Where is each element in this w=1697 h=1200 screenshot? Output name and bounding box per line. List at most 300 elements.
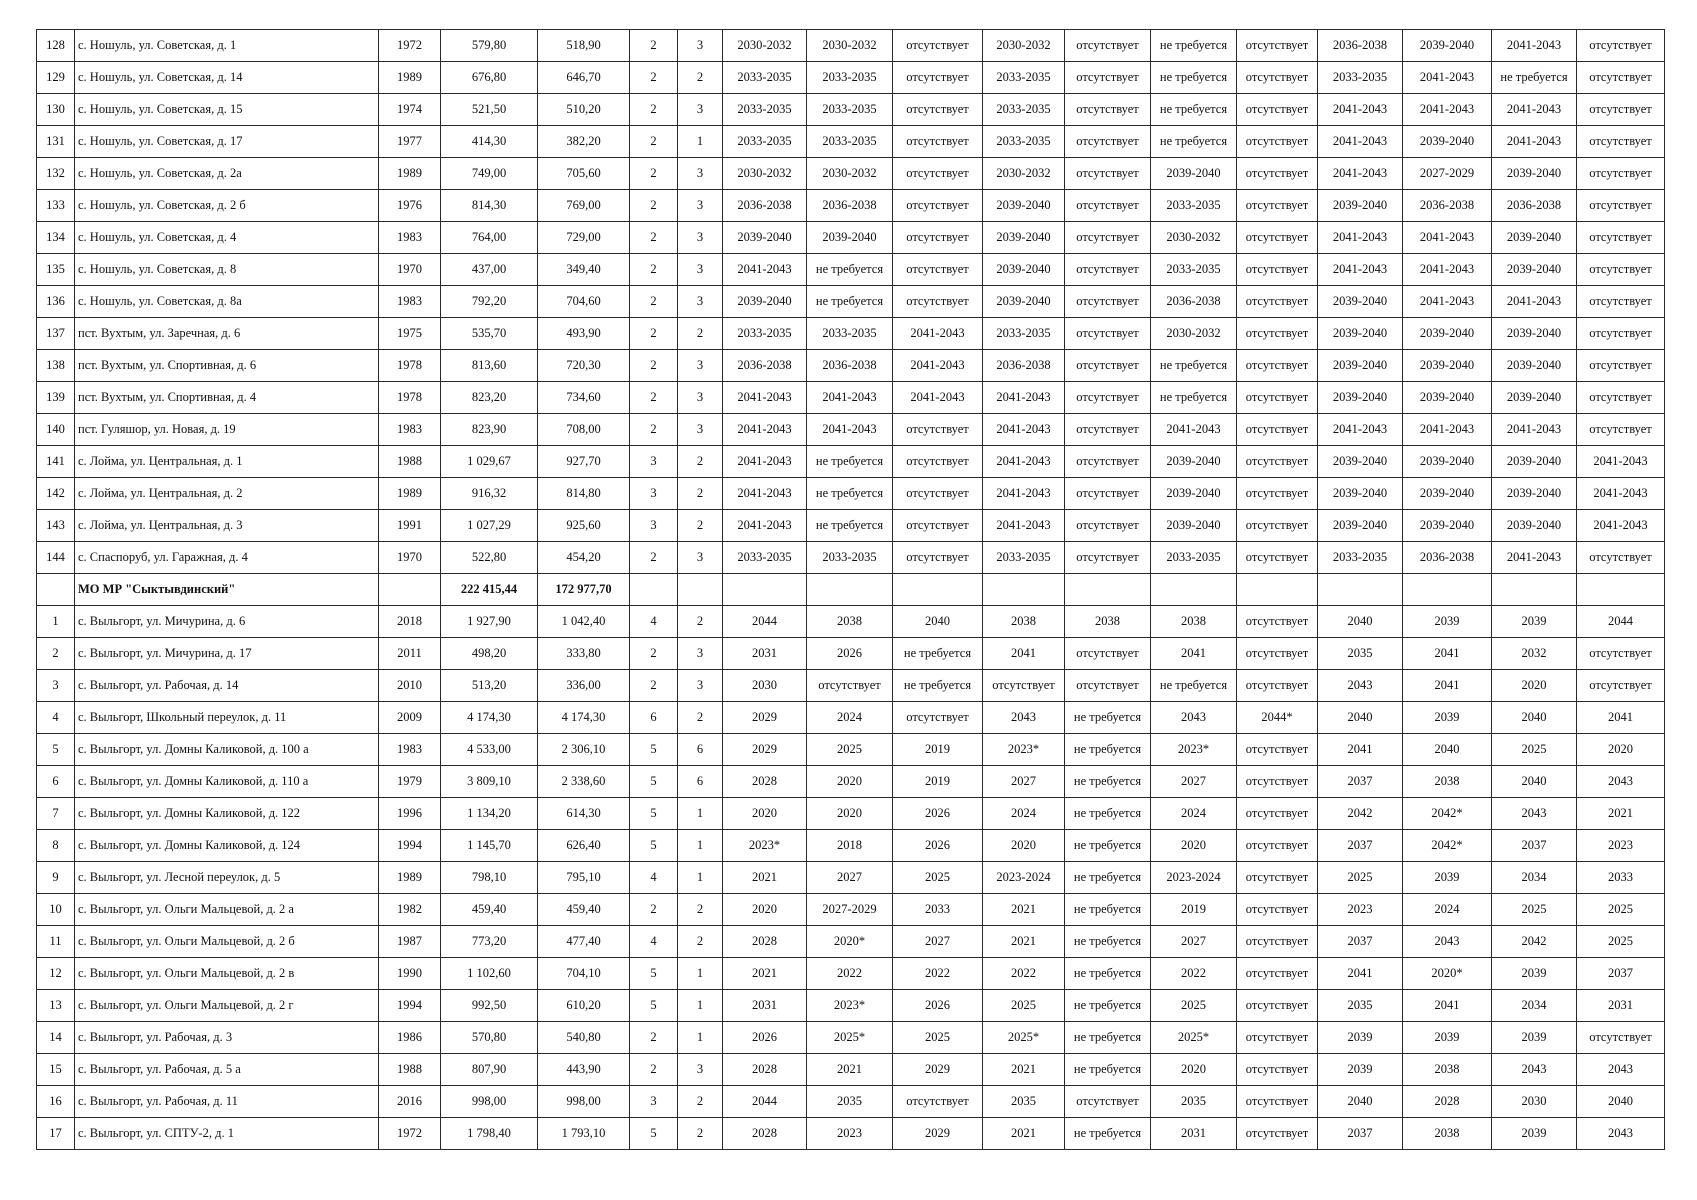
table-row (37, 222, 1665, 254)
table-cell: 1986 (379, 1022, 441, 1054)
table-cell: 2039-2040 (1492, 350, 1577, 382)
table-cell: 6 (678, 734, 723, 766)
table-cell: 2033 (1577, 862, 1665, 894)
table-cell: 2038 (1403, 766, 1492, 798)
table-cell: 2023* (983, 734, 1065, 766)
table-cell: 2038 (807, 606, 893, 638)
row-number-cell: 142 (37, 478, 75, 510)
table-row (37, 30, 1665, 62)
table-cell: 5 (630, 990, 678, 1022)
table-cell: 2038 (1151, 606, 1237, 638)
table-cell: 2033-2035 (807, 126, 893, 158)
table-cell: 2039-2040 (1492, 254, 1577, 286)
table-row (37, 862, 1665, 894)
table-cell: 2041 (1318, 734, 1403, 766)
table-cell: 2037 (1492, 830, 1577, 862)
table-cell: 570,80 (441, 1022, 538, 1054)
table-cell: отсутствует (1237, 670, 1318, 702)
table-cell: отсутствует (893, 254, 983, 286)
table-cell: 823,90 (441, 414, 538, 446)
table-cell: 2029 (723, 734, 807, 766)
table-cell: не требуется (1065, 990, 1151, 1022)
address-cell: МО МР "Сыктывдинский" (75, 574, 379, 606)
table-cell: 2039-2040 (1403, 382, 1492, 414)
table-cell: отсутствует (893, 222, 983, 254)
table-cell: 4 174,30 (538, 702, 630, 734)
table-cell: 2039-2040 (1403, 318, 1492, 350)
row-number-cell: 9 (37, 862, 75, 894)
row-number-cell: 1 (37, 606, 75, 638)
table-row (37, 94, 1665, 126)
table-cell: 2041-2043 (893, 318, 983, 350)
table-cell: 2020 (723, 894, 807, 926)
table-cell: 2018 (379, 606, 441, 638)
row-number-cell: 133 (37, 190, 75, 222)
table-cell: 493,90 (538, 318, 630, 350)
table-cell: 2 (630, 638, 678, 670)
table-cell: отсутствует (1237, 766, 1318, 798)
table-cell: 1991 (379, 510, 441, 542)
table-cell: 2033-2035 (1151, 542, 1237, 574)
table-cell: 2039-2040 (1492, 478, 1577, 510)
table-cell: 2016 (379, 1086, 441, 1118)
address-cell: с. Спаспоруб, ул. Гаражная, д. 4 (75, 542, 379, 574)
table-cell: 2039-2040 (1403, 446, 1492, 478)
table-cell: 2043 (1403, 926, 1492, 958)
table-cell: отсутствует (1065, 478, 1151, 510)
row-number-cell: 4 (37, 702, 75, 734)
table-cell: не требуется (1151, 670, 1237, 702)
row-number-cell: 136 (37, 286, 75, 318)
table-cell: 1978 (379, 350, 441, 382)
table-cell: 2042* (1403, 798, 1492, 830)
row-number-cell: 3 (37, 670, 75, 702)
table-cell: отсутствует (1065, 30, 1151, 62)
table-cell: 2033-2035 (807, 94, 893, 126)
table-cell: 4 (630, 862, 678, 894)
table-cell: 2041-2043 (1492, 542, 1577, 574)
table-cell: 1 (678, 862, 723, 894)
address-cell: с. Выльгорт, ул. СПТУ-2, д. 1 (75, 1118, 379, 1150)
address-cell: с. Выльгорт, ул. Мичурина, д. 6 (75, 606, 379, 638)
table-cell: 2026 (893, 798, 983, 830)
table-body (37, 30, 1665, 1150)
table-cell: 2033-2035 (983, 542, 1065, 574)
table-cell: отсутствует (1065, 382, 1151, 414)
table-cell: отсутствует (1237, 254, 1318, 286)
table-cell: 3 (678, 1054, 723, 1086)
table-cell: 2041-2043 (723, 414, 807, 446)
table-cell: 3 (678, 382, 723, 414)
table-cell: 704,10 (538, 958, 630, 990)
table-cell: 2039-2040 (1403, 126, 1492, 158)
table-cell: отсутствует (1237, 190, 1318, 222)
address-cell: с. Ношуль, ул. Советская, д. 1 (75, 30, 379, 62)
table-cell: 2025 (1577, 926, 1665, 958)
table-cell: 2041-2043 (893, 350, 983, 382)
table-cell (807, 574, 893, 606)
table-row (37, 638, 1665, 670)
table-cell: 2 (630, 286, 678, 318)
table-cell: 2028 (723, 1054, 807, 1086)
row-number-cell: 143 (37, 510, 75, 542)
table-cell: 1975 (379, 318, 441, 350)
table-cell: 2022 (807, 958, 893, 990)
table-cell: 1989 (379, 158, 441, 190)
table-cell: 3 (678, 350, 723, 382)
table-cell: не требуется (1065, 926, 1151, 958)
table-cell: 2023-2024 (1151, 862, 1237, 894)
table-cell: отсутствует (1065, 446, 1151, 478)
table-cell: отсутствует (893, 446, 983, 478)
table-cell: 2 (678, 926, 723, 958)
table-cell: 2024 (807, 702, 893, 734)
table-cell: 2039-2040 (1151, 478, 1237, 510)
table-cell: 2033-2035 (1318, 542, 1403, 574)
table-cell: 3 (678, 286, 723, 318)
table-cell: 792,20 (441, 286, 538, 318)
table-cell: 2042* (1403, 830, 1492, 862)
table-cell: 2024 (983, 798, 1065, 830)
table-cell: 2027-2029 (1403, 158, 1492, 190)
table-cell: 2027 (807, 862, 893, 894)
table-cell: 2043 (1151, 702, 1237, 734)
table-cell: 3 (678, 94, 723, 126)
table-cell: 2044* (1237, 702, 1318, 734)
table-cell: 2039-2040 (1151, 158, 1237, 190)
row-number-cell: 138 (37, 350, 75, 382)
table-cell: отсутствует (1577, 670, 1665, 702)
table-cell: отсутствует (1237, 30, 1318, 62)
table-cell: 2039-2040 (723, 222, 807, 254)
table-cell: 2028 (723, 1118, 807, 1150)
row-number-cell: 130 (37, 94, 75, 126)
table-cell: 2021 (983, 1054, 1065, 1086)
table-cell: 1994 (379, 990, 441, 1022)
table-cell: 2043 (1577, 766, 1665, 798)
row-number-cell: 134 (37, 222, 75, 254)
table-cell: 2030-2032 (723, 158, 807, 190)
table-cell: 2041-2043 (1318, 126, 1403, 158)
table-cell: отсутствует (1237, 94, 1318, 126)
table-row (37, 158, 1665, 190)
row-number-cell: 12 (37, 958, 75, 990)
table-cell: 3 (678, 254, 723, 286)
table-cell: 2040 (1403, 734, 1492, 766)
table-cell: 1989 (379, 478, 441, 510)
table-cell: 2025* (807, 1022, 893, 1054)
table-cell: 2030 (1492, 1086, 1577, 1118)
table-cell: отсутствует (1237, 158, 1318, 190)
table-cell: 3 (630, 1086, 678, 1118)
row-number-cell (37, 574, 75, 606)
table-cell: отсутствует (1237, 318, 1318, 350)
table-row (37, 926, 1665, 958)
address-cell: с. Выльгорт, ул. Ольги Мальцевой, д. 2 а (75, 894, 379, 926)
table-row (37, 702, 1665, 734)
table-cell: 2025 (983, 990, 1065, 1022)
table-cell: 2033-2035 (1318, 62, 1403, 94)
table-cell: 2029 (893, 1054, 983, 1086)
table-cell: 2030-2032 (723, 30, 807, 62)
address-cell: с. Выльгорт, ул. Ольги Мальцевой, д. 2 в (75, 958, 379, 990)
table-cell: 2020 (807, 798, 893, 830)
table-cell: 2033-2035 (807, 318, 893, 350)
table-cell: отсутствует (1065, 190, 1151, 222)
table-cell: 720,30 (538, 350, 630, 382)
table-cell: 2 (678, 606, 723, 638)
table-cell: 2039-2040 (983, 190, 1065, 222)
table-cell: отсутствует (1065, 1086, 1151, 1118)
table-cell: 2035 (807, 1086, 893, 1118)
table-row (37, 510, 1665, 542)
address-cell: с. Выльгорт, ул. Рабочая, д. 11 (75, 1086, 379, 1118)
table-cell: 2026 (723, 1022, 807, 1054)
table-row (37, 670, 1665, 702)
table-cell: 795,10 (538, 862, 630, 894)
table-cell: 5 (630, 958, 678, 990)
table-cell: отсутствует (1237, 798, 1318, 830)
table-cell: 2040 (1577, 1086, 1665, 1118)
table-cell (1237, 574, 1318, 606)
table-cell: отсутствует (807, 670, 893, 702)
table-cell: не требуется (1065, 894, 1151, 926)
table-cell (1318, 574, 1403, 606)
table-cell: 704,60 (538, 286, 630, 318)
table-row (37, 894, 1665, 926)
table-cell: 2 (630, 62, 678, 94)
address-cell: с. Выльгорт, ул. Рабочая, д. 3 (75, 1022, 379, 1054)
table-cell: 2024 (1403, 894, 1492, 926)
table-cell: 2024 (1151, 798, 1237, 830)
table-cell: 2020 (1151, 1054, 1237, 1086)
table-cell: 3 (678, 158, 723, 190)
table-cell: отсутствует (1065, 414, 1151, 446)
table-cell: 2033-2035 (983, 318, 1065, 350)
table-cell: отсутствует (1237, 1022, 1318, 1054)
table-cell: 2039-2040 (1318, 382, 1403, 414)
table-cell: 1 (678, 126, 723, 158)
row-number-cell: 13 (37, 990, 75, 1022)
address-cell: с. Выльгорт, ул. Домны Каликовой, д. 124 (75, 830, 379, 862)
table-cell: 1 927,90 (441, 606, 538, 638)
table-cell: отсутствует (1065, 158, 1151, 190)
table-cell: 2043 (983, 702, 1065, 734)
table-cell: 1983 (379, 286, 441, 318)
table-cell: 1972 (379, 30, 441, 62)
table-cell: 2027-2029 (807, 894, 893, 926)
table-cell: 2031 (1577, 990, 1665, 1022)
table-cell: 521,50 (441, 94, 538, 126)
table-cell: 2020 (1577, 734, 1665, 766)
table-cell: 2020 (1492, 670, 1577, 702)
table-cell: 2019 (893, 734, 983, 766)
table-cell: отсутствует (1237, 1086, 1318, 1118)
table-cell: 2 (630, 350, 678, 382)
table-cell: 1976 (379, 190, 441, 222)
table-cell: 2 306,10 (538, 734, 630, 766)
table-cell: 2041-2043 (1318, 222, 1403, 254)
table-cell: 2027 (893, 926, 983, 958)
table-cell: не требуется (807, 446, 893, 478)
table-cell: не требуется (1065, 862, 1151, 894)
table-cell: 2037 (1318, 830, 1403, 862)
table-cell: не требуется (1065, 1118, 1151, 1150)
table-cell: 2039-2040 (1403, 350, 1492, 382)
table-cell: 2043 (1318, 670, 1403, 702)
table-cell: 518,90 (538, 30, 630, 62)
table-cell: 2033-2035 (807, 542, 893, 574)
table-cell: отсутствует (1065, 638, 1151, 670)
table-cell: 2027 (1151, 926, 1237, 958)
table-row (37, 606, 1665, 638)
table-cell: 2039-2040 (983, 254, 1065, 286)
table-cell: 477,40 (538, 926, 630, 958)
table-cell: 610,20 (538, 990, 630, 1022)
table-cell: не требуется (1065, 702, 1151, 734)
table-cell: 2039-2040 (1318, 446, 1403, 478)
table-cell: не требуется (1065, 1054, 1151, 1086)
table-cell: 4 174,30 (441, 702, 538, 734)
address-cell: с. Выльгорт, ул. Лесной переулок, д. 5 (75, 862, 379, 894)
table-cell: 2039 (1403, 862, 1492, 894)
table-cell: 708,00 (538, 414, 630, 446)
table-cell (893, 574, 983, 606)
table-cell: 2020 (723, 798, 807, 830)
table-cell: не требуется (807, 254, 893, 286)
table-cell: 2037 (1318, 1118, 1403, 1150)
table-cell: 2035 (1318, 638, 1403, 670)
table-cell: отсутствует (893, 62, 983, 94)
table-cell: 916,32 (441, 478, 538, 510)
table-cell: 1 029,67 (441, 446, 538, 478)
table-cell: 3 (630, 446, 678, 478)
table-cell: 2021 (1577, 798, 1665, 830)
table-cell: 2030-2032 (983, 158, 1065, 190)
table-cell: отсутствует (1577, 94, 1665, 126)
table-cell: отсутствует (893, 190, 983, 222)
table-cell: 927,70 (538, 446, 630, 478)
table-cell: 992,50 (441, 990, 538, 1022)
table-cell: отсутствует (1577, 286, 1665, 318)
table-cell (1151, 574, 1237, 606)
table-cell: 729,00 (538, 222, 630, 254)
table-cell: 2033-2035 (723, 126, 807, 158)
table-cell: отсутствует (1065, 94, 1151, 126)
table-cell: 1 145,70 (441, 830, 538, 862)
table-cell: отсутствует (1237, 734, 1318, 766)
table-row (37, 798, 1665, 830)
table-cell: 1987 (379, 926, 441, 958)
address-cell: пст. Вухтым, ул. Спортивная, д. 4 (75, 382, 379, 414)
table-cell: 2037 (1318, 766, 1403, 798)
table-cell: 2011 (379, 638, 441, 670)
table-cell: 2 (630, 1022, 678, 1054)
table-cell: 2020 (1151, 830, 1237, 862)
table-cell: 2039 (1318, 1022, 1403, 1054)
table-cell: отсутствует (1237, 62, 1318, 94)
table-cell: отсутствует (1065, 222, 1151, 254)
table-cell: 1978 (379, 382, 441, 414)
table-cell: 2025 (1492, 734, 1577, 766)
table-cell: 2041 (1151, 638, 1237, 670)
table-cell: 2 (630, 382, 678, 414)
table-cell: 2039-2040 (983, 286, 1065, 318)
table-cell: 2033-2035 (1151, 254, 1237, 286)
table-cell: 1979 (379, 766, 441, 798)
table-cell: 1989 (379, 862, 441, 894)
table-cell: не требуется (807, 478, 893, 510)
table-cell: отсутствует (1237, 638, 1318, 670)
table-cell: отсутствует (1065, 126, 1151, 158)
table-cell: 626,40 (538, 830, 630, 862)
table-cell: 2 (678, 702, 723, 734)
table-cell: 2019 (893, 766, 983, 798)
table-cell: 2041-2043 (1492, 126, 1577, 158)
row-number-cell: 129 (37, 62, 75, 94)
table-cell: 1972 (379, 1118, 441, 1150)
table-cell: 3 (630, 478, 678, 510)
table-cell: 2041-2043 (723, 510, 807, 542)
table-cell: 2041-2043 (983, 478, 1065, 510)
table-cell: отсутствует (1065, 542, 1151, 574)
row-number-cell: 139 (37, 382, 75, 414)
table-cell: 2022 (983, 958, 1065, 990)
table-cell: 510,20 (538, 94, 630, 126)
table-cell: 2036-2038 (1403, 190, 1492, 222)
table-cell: 2 (630, 126, 678, 158)
table-cell: 3 (678, 542, 723, 574)
table-cell: 1 102,60 (441, 958, 538, 990)
address-cell: с. Лойма, ул. Центральная, д. 1 (75, 446, 379, 478)
table-cell: 1 (678, 798, 723, 830)
table-cell: отсутствует (1237, 606, 1318, 638)
table-row (37, 478, 1665, 510)
table-cell: не требуется (1151, 382, 1237, 414)
table-cell: 172 977,70 (538, 574, 630, 606)
table-cell: отсутствует (1237, 862, 1318, 894)
table-cell: 2030-2032 (1151, 222, 1237, 254)
table-cell: 1 (678, 1022, 723, 1054)
table-cell: 998,00 (538, 1086, 630, 1118)
table-cell: 1983 (379, 414, 441, 446)
table-cell: отсутствует (1577, 318, 1665, 350)
table-cell: 2044 (1577, 606, 1665, 638)
table-row (37, 1022, 1665, 1054)
row-number-cell: 15 (37, 1054, 75, 1086)
table-cell: 2038 (983, 606, 1065, 638)
table-cell (678, 574, 723, 606)
table-cell: отсутствует (893, 126, 983, 158)
table-cell: 3 (678, 670, 723, 702)
table-cell: 823,20 (441, 382, 538, 414)
table-cell: 2010 (379, 670, 441, 702)
table-cell: 2039-2040 (983, 222, 1065, 254)
table-cell: 2023 (1318, 894, 1403, 926)
table-cell: 2021 (723, 958, 807, 990)
table-cell: 773,20 (441, 926, 538, 958)
table-cell: 2028 (723, 766, 807, 798)
table-row (37, 1086, 1665, 1118)
table-cell: 2025 (1151, 990, 1237, 1022)
row-number-cell: 137 (37, 318, 75, 350)
table-cell: 2 (630, 542, 678, 574)
table-cell: 2043 (1492, 798, 1577, 830)
table-cell: 2041-2043 (983, 446, 1065, 478)
row-number-cell: 141 (37, 446, 75, 478)
table-row (37, 318, 1665, 350)
table-cell: не требуется (1151, 126, 1237, 158)
